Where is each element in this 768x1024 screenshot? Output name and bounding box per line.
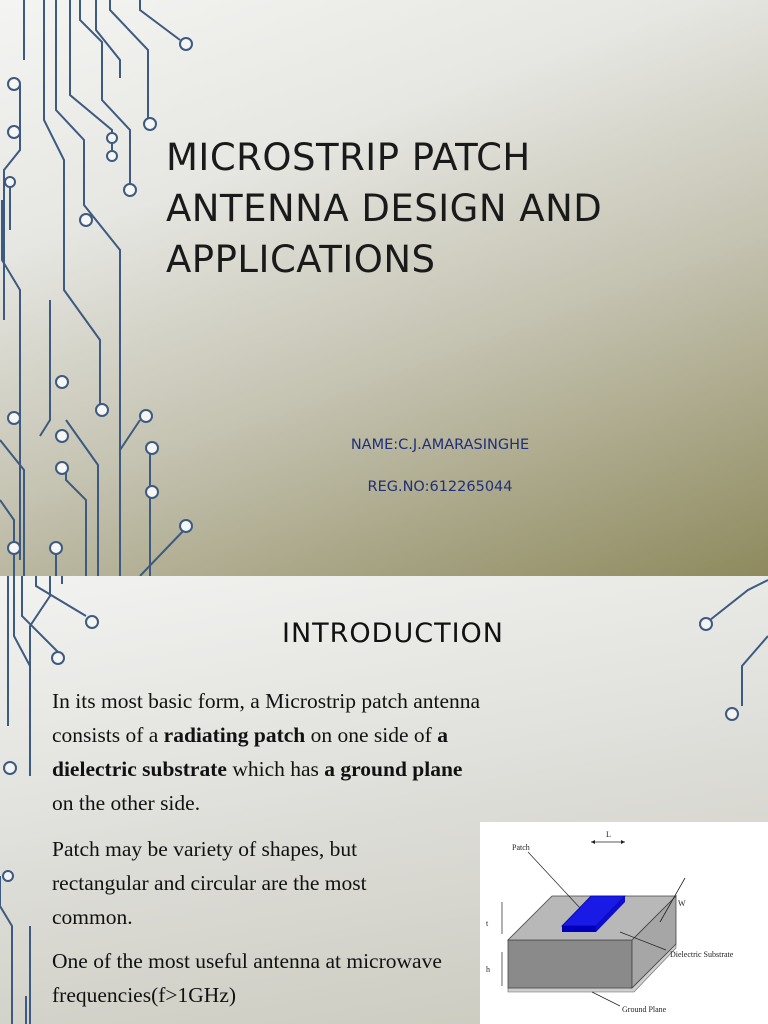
- p1-text-3: which has: [226, 757, 325, 781]
- circuit-decoration: [0, 0, 200, 576]
- title-line-1: MICROSTRIP PATCH: [166, 136, 531, 179]
- author-name: NAME:C.J.AMARASINGHE: [350, 437, 530, 453]
- label-h: h: [486, 965, 490, 974]
- circuit-decoration-right: [690, 576, 768, 736]
- p1-bold-dielectric-substrate: a dielectric substrate: [52, 723, 448, 781]
- slide-heading: INTRODUCTION: [282, 618, 504, 649]
- p1-text-2: on one side of: [305, 723, 438, 747]
- p2-text: Patch may be variety of shapes, but rectangular and circular are the most common.: [52, 837, 367, 929]
- label-t: t: [486, 919, 489, 928]
- label-L: L: [606, 830, 611, 839]
- label-ground-plane: Ground Plane: [622, 1005, 667, 1014]
- slide-title: [166, 132, 756, 285]
- p1-bold-radiating-patch: radiating patch: [163, 723, 306, 747]
- paragraph-shapes: [52, 832, 452, 934]
- introduction-slide: [0, 576, 768, 1024]
- title-line-3: APPLICATIONS: [166, 238, 436, 281]
- p1-text-4: on the other side.: [52, 791, 201, 815]
- patch-antenna-diagram: [480, 822, 768, 1024]
- paragraph-usefulness: [52, 944, 452, 1012]
- paragraph-basic-form: [52, 684, 482, 820]
- label-dielectric: Dielectric Substrate: [670, 950, 734, 959]
- registration-number: REG.NO:612265044: [367, 479, 513, 495]
- p1-bold-ground-plane: a ground plane: [324, 757, 463, 781]
- title-line-2: ANTENNA DESIGN AND: [166, 187, 603, 230]
- label-W: W: [678, 899, 686, 908]
- p3-text: One of the most useful antenna at microwave frequencies(f>1GHz): [52, 949, 442, 1007]
- p1-text-1: In its most basic form, a Microstrip patch antenna consists of a: [52, 689, 481, 747]
- label-patch: Patch: [512, 843, 530, 852]
